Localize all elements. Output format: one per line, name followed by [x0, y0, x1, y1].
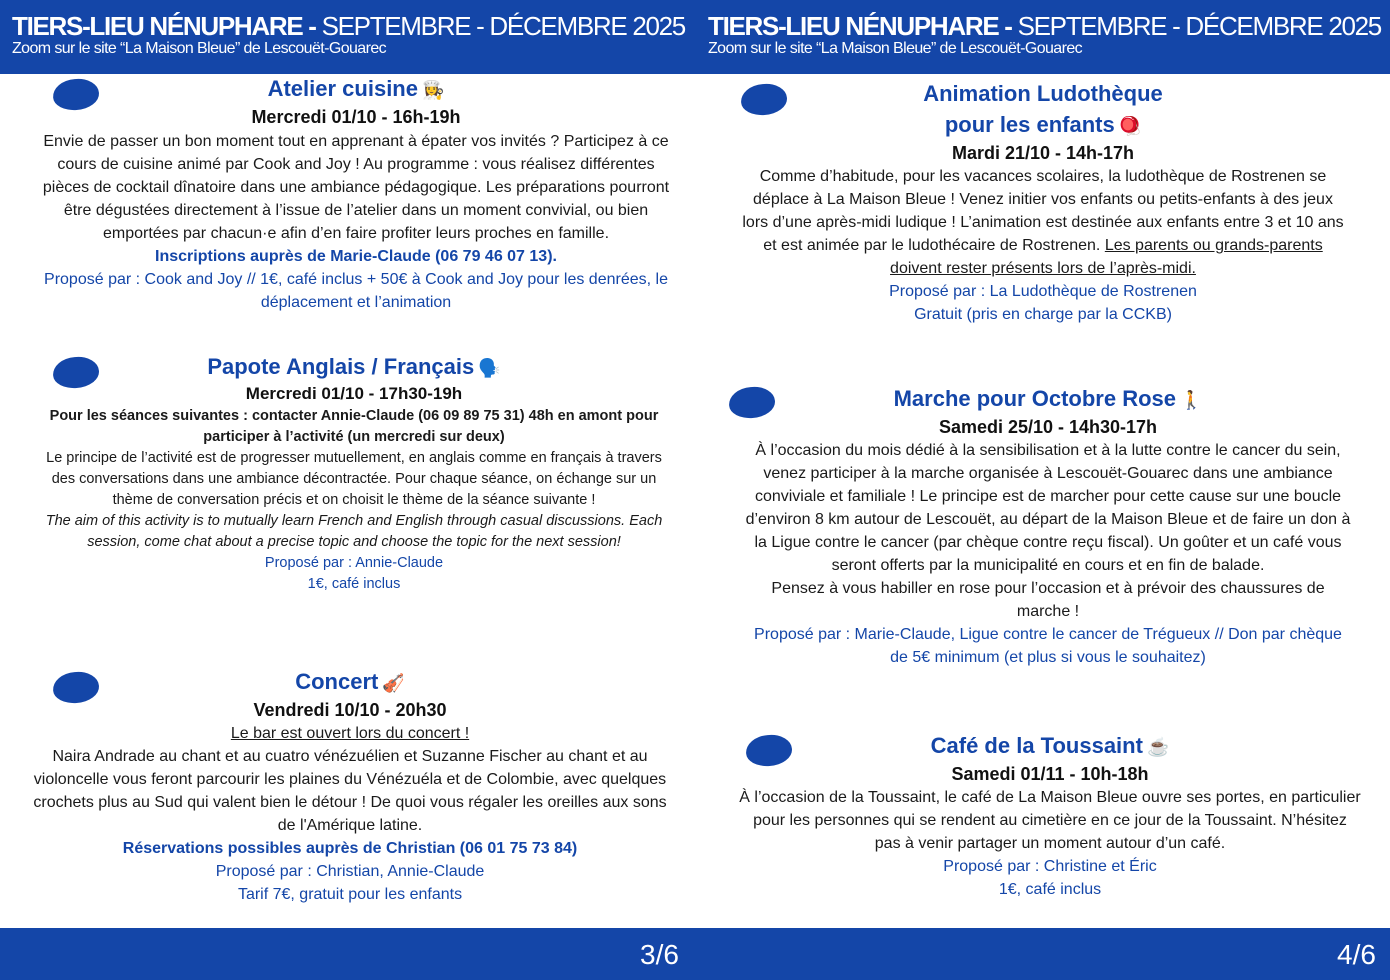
- event-price: Tarif 7€, gratuit pour les enfants: [237, 886, 463, 903]
- event-title-line2: [740, 110, 1346, 141]
- event-cafe-toussaint: [738, 731, 1362, 901]
- event-description: Naira Andrade au chant et au cuatro vénézuélien et Suzanne Fischer au chant et au violoncelle vous feront parcourir les plaines du Vénézuéla et de Colombie, avec quelques crochets plus au Sud qui valent bien le détour ! De quoi vous régaler les oreilles aux sons de l'Amérique latine.: [33, 748, 667, 834]
- event-description: À l’occasion du mois dédié à la sensibilisation et à la lutte contre le cancer du sein, venez participer à la marche organisée à Lescouët-Gouarec dans une ambiance conviviale et familiale ! Le principe est de marcher pour cette cause sur une boucle d’environ 8 km autour de Lescouët, au départ de la Maison Bleue et de faire un don à la Ligue contre le cancer (par chèque contre reçu fiscal). Un goûter et un café vous seront offerts par la municipalité en cours et en fin de balade.: [745, 442, 1351, 574]
- event-date: Mercredi 01/10 - 17h30-19h: [245, 384, 463, 403]
- header-title-bold: TIERS-LIEU NÉNUPHARE -: [12, 11, 322, 41]
- event-date: Mercredi 01/10 - 16h-19h: [251, 107, 461, 127]
- event-proposed-by: Proposé par : Christian, Annie-Claude: [215, 863, 485, 880]
- header-title: [708, 12, 1381, 40]
- event-bar-note: Le bar est ouvert lors du concert !: [230, 725, 470, 742]
- event-description-en: The aim of this activity is to mutually learn French and English through casual discussions. Each session, come chat about a precise topic and choose the topic for the next session!: [45, 513, 663, 550]
- header-left: [12, 12, 685, 57]
- event-description: Le principe de l’activité est de progresser mutuellement, en anglais comme en français à travers des conversations dans une ambiance décontractée. Pour chaque séance, on échange sur un thème de conversation précis et on choisit le thème de la séance suivante !: [46, 450, 662, 508]
- event-description: À l’occasion de la Toussaint, le café de La Maison Bleue ouvre ses portes, en particulier pour les personnes qui se rendent au cimetière en ce jour de la Toussaint. N’hésitez pas à venir partager un moment autour d’un café.: [739, 789, 1361, 852]
- event-concert: [30, 667, 670, 906]
- header-title: [12, 12, 685, 40]
- event-title: [738, 731, 1362, 762]
- header-title-bold: TIERS-LIEU NÉNUPHARE -: [708, 11, 1018, 41]
- speaking-head-icon: 🗣️: [478, 358, 501, 378]
- event-description: [740, 165, 1346, 280]
- event-octobre-rose: [744, 384, 1352, 669]
- event-title-text: Concert: [295, 669, 379, 694]
- page-number-left: 3/6: [640, 939, 679, 970]
- event-price: 1€, café inclus: [998, 881, 1102, 898]
- event-title-text: Marche pour Octobre Rose: [893, 386, 1176, 411]
- chef-icon: 👩‍🍳: [421, 80, 445, 100]
- footer-bar: [0, 928, 1390, 980]
- header-right: [708, 12, 1381, 57]
- event-description-2: Pensez à vous habiller en rose pour l’occasion et à prévoir des chaussures de marche !: [771, 580, 1325, 620]
- event-proposed-by: Proposé par : Christine et Éric: [943, 858, 1157, 875]
- event-registration: Inscriptions auprès de Marie-Claude (06 79 46 07 13).: [155, 248, 557, 265]
- event-contact-note: Pour les séances suivantes : contacter Annie-Claude (06 09 89 75 31) 48h en amont pour participer à l’activité (un mercredi sur deux): [49, 408, 659, 445]
- yo-yo-icon: 🪀: [1118, 116, 1142, 136]
- event-date: Vendredi 10/10 - 20h30: [253, 700, 447, 720]
- header-title-period: SEPTEMBRE - DÉCEMBRE 2025: [1017, 11, 1381, 41]
- event-registration: Réservations possibles auprès de Christian (06 01 75 73 84): [122, 840, 578, 857]
- event-title: [30, 667, 670, 698]
- event-title-text: Atelier cuisine: [267, 76, 418, 101]
- event-title-text: Café de la Toussaint: [930, 733, 1143, 758]
- event-title: [38, 74, 674, 105]
- event-description: Envie de passer un bon moment tout en apprenant à épater vos invités ? Participez à ce cours de cuisine animé par Cook and Joy ! Au programme : vous réalisez différentes pièces de cocktail dînatoire dans une ambiance pédagogique. Les préparations pourront être dégustées directement à l’issue de l’atelier dans un moment convivial, ou bien emportées par chacun·e afin d’en faire profiter leurs proches en famille.: [42, 133, 670, 242]
- event-title-line1: Animation Ludothèque: [923, 81, 1163, 106]
- event-ludotheque: [740, 78, 1346, 326]
- event-title: [744, 384, 1352, 415]
- header-title-period: SEPTEMBRE - DÉCEMBRE 2025: [321, 11, 685, 41]
- hot-beverage-icon: ☕: [1146, 737, 1170, 757]
- event-proposed-by: Proposé par : Cook and Joy // 1€, café inclus + 50€ à Cook and Joy pour les denrées, le déplacement et l’animation: [44, 271, 668, 311]
- header-subtitle: Zoom sur le site “La Maison Bleue” de Lescouët-Gouarec: [12, 40, 387, 57]
- event-proposed-by: Proposé par : Marie-Claude, Ligue contre le cancer de Trégueux // Don par chèque de 5€ minimum (et plus si vous le souhaitez): [754, 626, 1342, 666]
- event-proposed-by: Proposé par : Annie-Claude: [264, 555, 444, 571]
- violin-icon: 🎻: [382, 673, 405, 693]
- page-number-right: 4/6: [1337, 939, 1376, 970]
- event-papote: [36, 352, 672, 595]
- event-price: 1€, café inclus: [307, 576, 401, 592]
- event-date: Samedi 25/10 - 14h30-17h: [938, 417, 1158, 437]
- event-price: Gratuit (pris en charge par la CCKB): [914, 306, 1172, 323]
- walking-person-icon: 🚶: [1179, 390, 1203, 410]
- event-title-text: Papote Anglais / Français: [207, 354, 475, 379]
- event-note-underlined: Les parents ou grands-parents doivent rester présents lors de l’après-midi.: [890, 237, 1323, 277]
- event-title-text: pour les enfants: [944, 112, 1115, 137]
- header-subtitle: Zoom sur le site “La Maison Bleue” de Lescouët-Gouarec: [708, 40, 1083, 57]
- event-title: [36, 352, 672, 383]
- event-date: Samedi 01/11 - 10h-18h: [951, 764, 1149, 784]
- event-proposed-by: Proposé par : La Ludothèque de Rostrenen: [889, 283, 1197, 300]
- event-date: Mardi 21/10 - 14h-17h: [951, 143, 1135, 163]
- event-atelier-cuisine: [38, 74, 674, 314]
- event-description-text: Comme d’habitude, pour les vacances scolaires, la ludothèque de Rostrenen se déplace à La Maison Bleue ! Venez initier vos enfants ou petits-enfants à des jeux lors d’une après-midi ludique ! L’animation est destinée aux enfants entre 3 et 10 ans et est animée par le ludothécaire de Rostrenen.: [742, 168, 1344, 254]
